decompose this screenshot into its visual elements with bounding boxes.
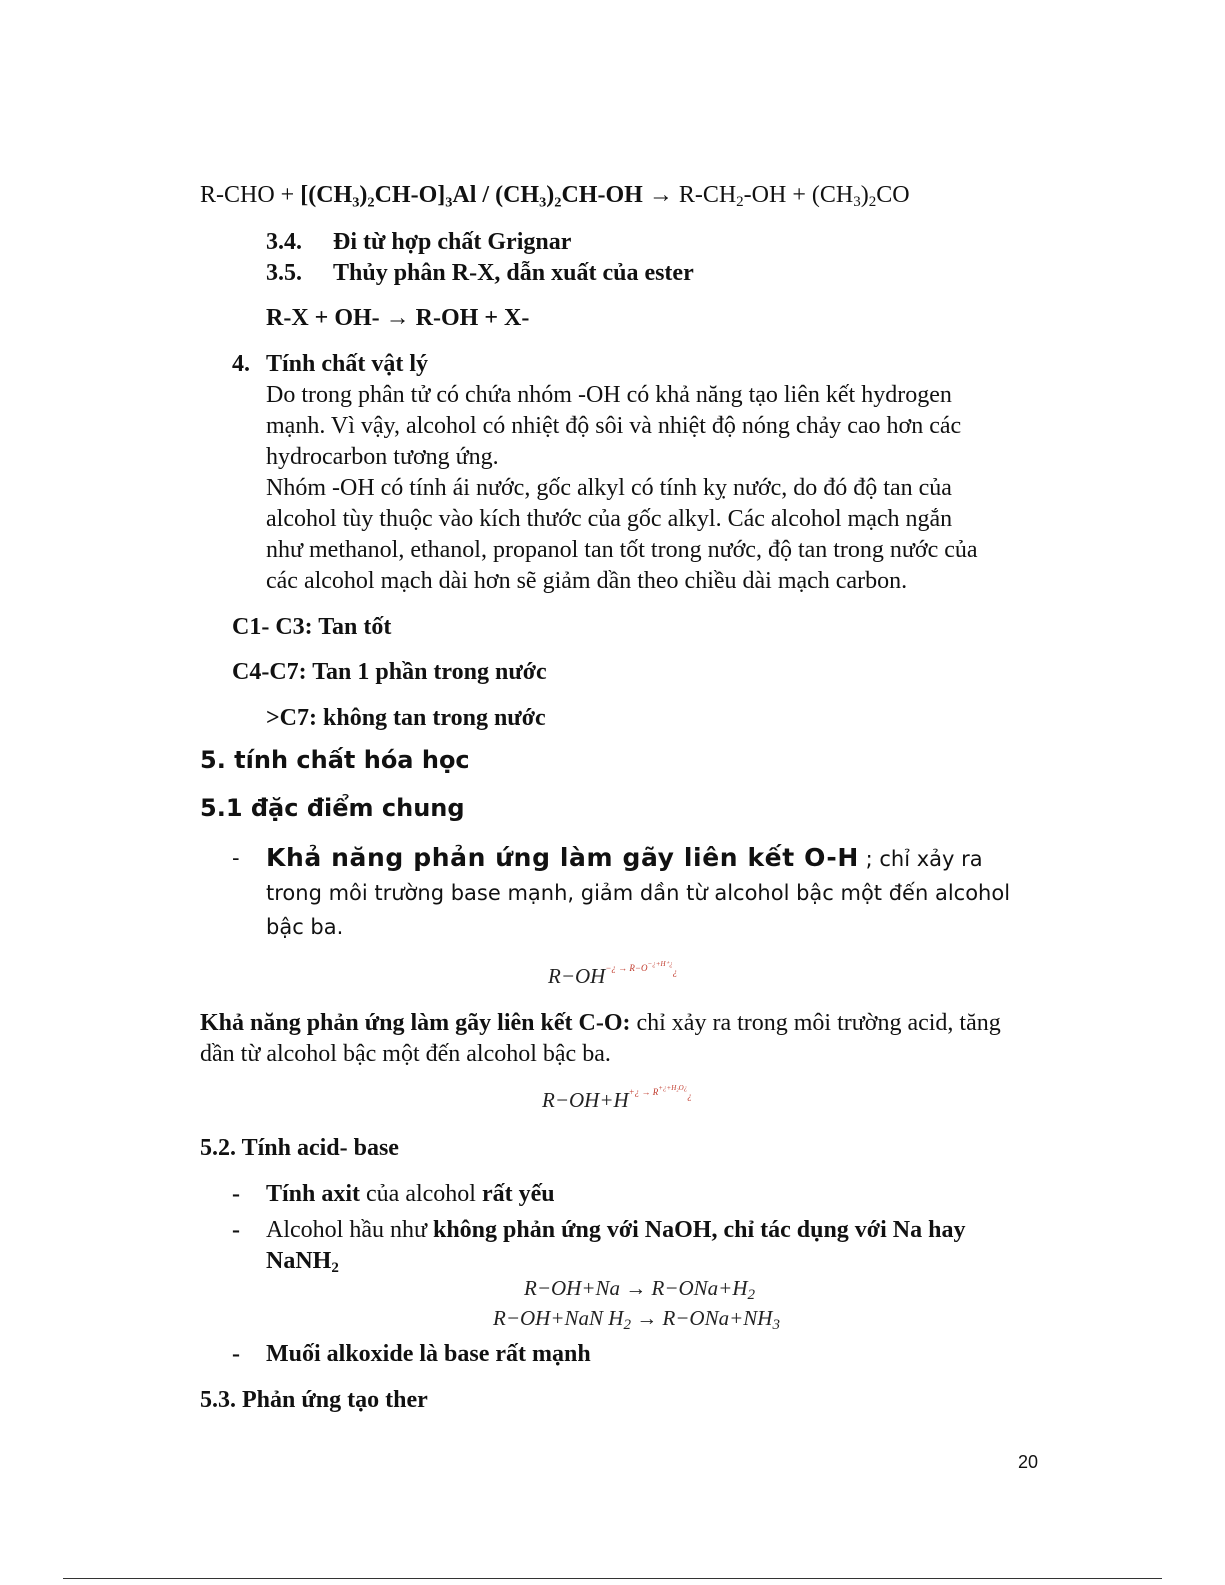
acid-bullet-1-bold2: rất yếu [481, 1181, 555, 1207]
page-number: 20 [1018, 1452, 1039, 1472]
co-break-bold: Khả năng phản ứng làm gãy liên kết C-O: [200, 1010, 631, 1036]
eq1-sup2: −¿+H⁺¿ [647, 960, 673, 968]
solubility-c4-c7: C4-C7: Tan 1 phần trong nước [232, 659, 547, 685]
equation-oh-break [548, 960, 678, 989]
section-5-2: 5.2. Tính acid- base [200, 1135, 399, 1161]
acid-bullet-3-dash: - [232, 1341, 240, 1367]
eq3-text: R−OH+Na → R−ONa+H [524, 1276, 748, 1300]
body-line: alcohol tùy thuộc vào kích thước của gốc alkyl. Các alcohol mạch ngắn [266, 506, 953, 532]
oh-break-line2: trong môi trường base mạnh, giảm dần từ alcohol bậc một đến alcohol [266, 881, 1011, 905]
section-title: Đi từ hợp chất Grignar [333, 229, 572, 255]
eq-right-a: → R-CH [642, 182, 737, 208]
body-line: hydrocarbon tương ứng. [266, 444, 499, 470]
oh-break-line3: bậc ba. [266, 915, 344, 939]
reduction-equation [200, 180, 910, 211]
co-break-line1 [200, 1008, 1001, 1039]
eq4-text-a: R−OH+NaN H [493, 1306, 624, 1330]
section-title: Thủy phân R-X, dẫn xuất của ester [333, 260, 694, 286]
body-line: mạnh. Vì vậy, alcohol có nhiệt độ sôi và nhiệt độ nóng chảy cao hơn các [266, 413, 962, 439]
oh-break-line1 [266, 841, 983, 876]
section-4-title: Tính chất vật lý [266, 351, 429, 377]
eq2-base: R−OH+H [542, 1088, 629, 1112]
co-break-line2: dần từ alcohol bậc một đến alcohol bậc ba. [200, 1041, 611, 1067]
acid-bullet-1-bold: Tính axit [266, 1181, 361, 1207]
eq2-sup2: +¿+H₂O¿ [658, 1084, 688, 1092]
eq4-sub1: 2 [623, 1317, 631, 1333]
solubility-gt-c7: >C7: không tan trong nước [266, 705, 546, 731]
section-3-4 [266, 227, 572, 258]
page-bottom-rule [63, 1578, 1162, 1579]
solubility-c1-c3: C1- C3: Tan tốt [232, 614, 392, 640]
eq1-base: R−OH [548, 964, 606, 988]
heading-5: 5. tính chất hóa học [200, 746, 470, 774]
eq-right-b: -OH + (CH [743, 182, 854, 208]
section-4-body [266, 380, 978, 597]
acid-bullet-1-dash: - [232, 1181, 240, 1207]
equation-nanh2 [493, 1306, 780, 1331]
acid-bullet-2-normal: Alcohol hầu như [266, 1217, 433, 1243]
body-line: Nhóm -OH có tính ái nước, gốc alkyl có tính kỵ nước, do đó độ tan của [266, 475, 952, 501]
equation-co-break [542, 1084, 692, 1113]
eq-sub-2: 2 [736, 194, 744, 210]
section-number: 3.5. [266, 260, 302, 286]
section-5-3: 5.3. Phản ứng tạo ther [200, 1387, 428, 1413]
acid-bullet-3: Muối alkoxide là base rất mạnh [266, 1341, 591, 1367]
nanh2-sub: 2 [331, 1260, 339, 1276]
acid-bullet-1-mid: của alcohol [360, 1181, 482, 1207]
eq-sub-3: 3 [853, 194, 861, 210]
eq4-text-b: → R−ONa+NH [630, 1306, 773, 1330]
eq-right-c: ) [860, 182, 869, 208]
body-line: Do trong phân tử có chứa nhóm -OH có khả năng tạo liên kết hydrogen [266, 382, 952, 408]
acid-bullet-2-dash: - [232, 1217, 240, 1243]
eq2-tail: ¿ [687, 1091, 692, 1101]
hydrolysis-equation: R-X + OH- → R-OH + X- [266, 305, 530, 331]
body-line: các alcohol mạch dài hơn sẽ giảm dần theo chiều dài mạch carbon. [266, 568, 908, 594]
oh-break-dash: - [232, 846, 240, 870]
heading-5-1: 5.1 đặc điểm chung [200, 794, 465, 822]
eq-reagent: [(CH₃)₂CH-O]₃Al / (CH₃)₂CH-OH [300, 182, 643, 208]
eq-right-d: CO [876, 182, 910, 208]
acid-bullet-1 [266, 1179, 555, 1210]
eq1-tail: ¿ [672, 967, 678, 977]
section-number: 3.4. [266, 229, 302, 255]
eq-left: R-CHO + [200, 182, 301, 208]
acid-bullet-2-line2 [266, 1246, 339, 1277]
co-break-rest: chỉ xảy ra trong môi trường acid, tăng [630, 1010, 1001, 1036]
eq4-sub2: 3 [772, 1317, 780, 1333]
body-line: như methanol, ethanol, propanol tan tốt trong nước, độ tan trong nước của [266, 537, 978, 563]
oh-break-rest: ; chỉ xảy ra [858, 847, 983, 871]
eq3-sub: 2 [747, 1287, 756, 1303]
equation-na [524, 1276, 755, 1301]
section-4-number: 4. [232, 351, 250, 377]
nanh2-text: NaNH [266, 1248, 332, 1274]
oh-break-bold: Khả năng phản ứng làm gãy liên kết O-H [266, 843, 859, 872]
eq1-sup: −¿ → R−O [605, 963, 648, 973]
acid-bullet-2 [266, 1215, 965, 1246]
section-3-5 [266, 258, 694, 289]
eq2-sup: +¿ → R [628, 1087, 659, 1097]
acid-bullet-2-bold: không phản ứng với NaOH, chỉ tác dụng với Na hay [432, 1217, 966, 1243]
eq-sub-2b: 2 [868, 194, 877, 210]
